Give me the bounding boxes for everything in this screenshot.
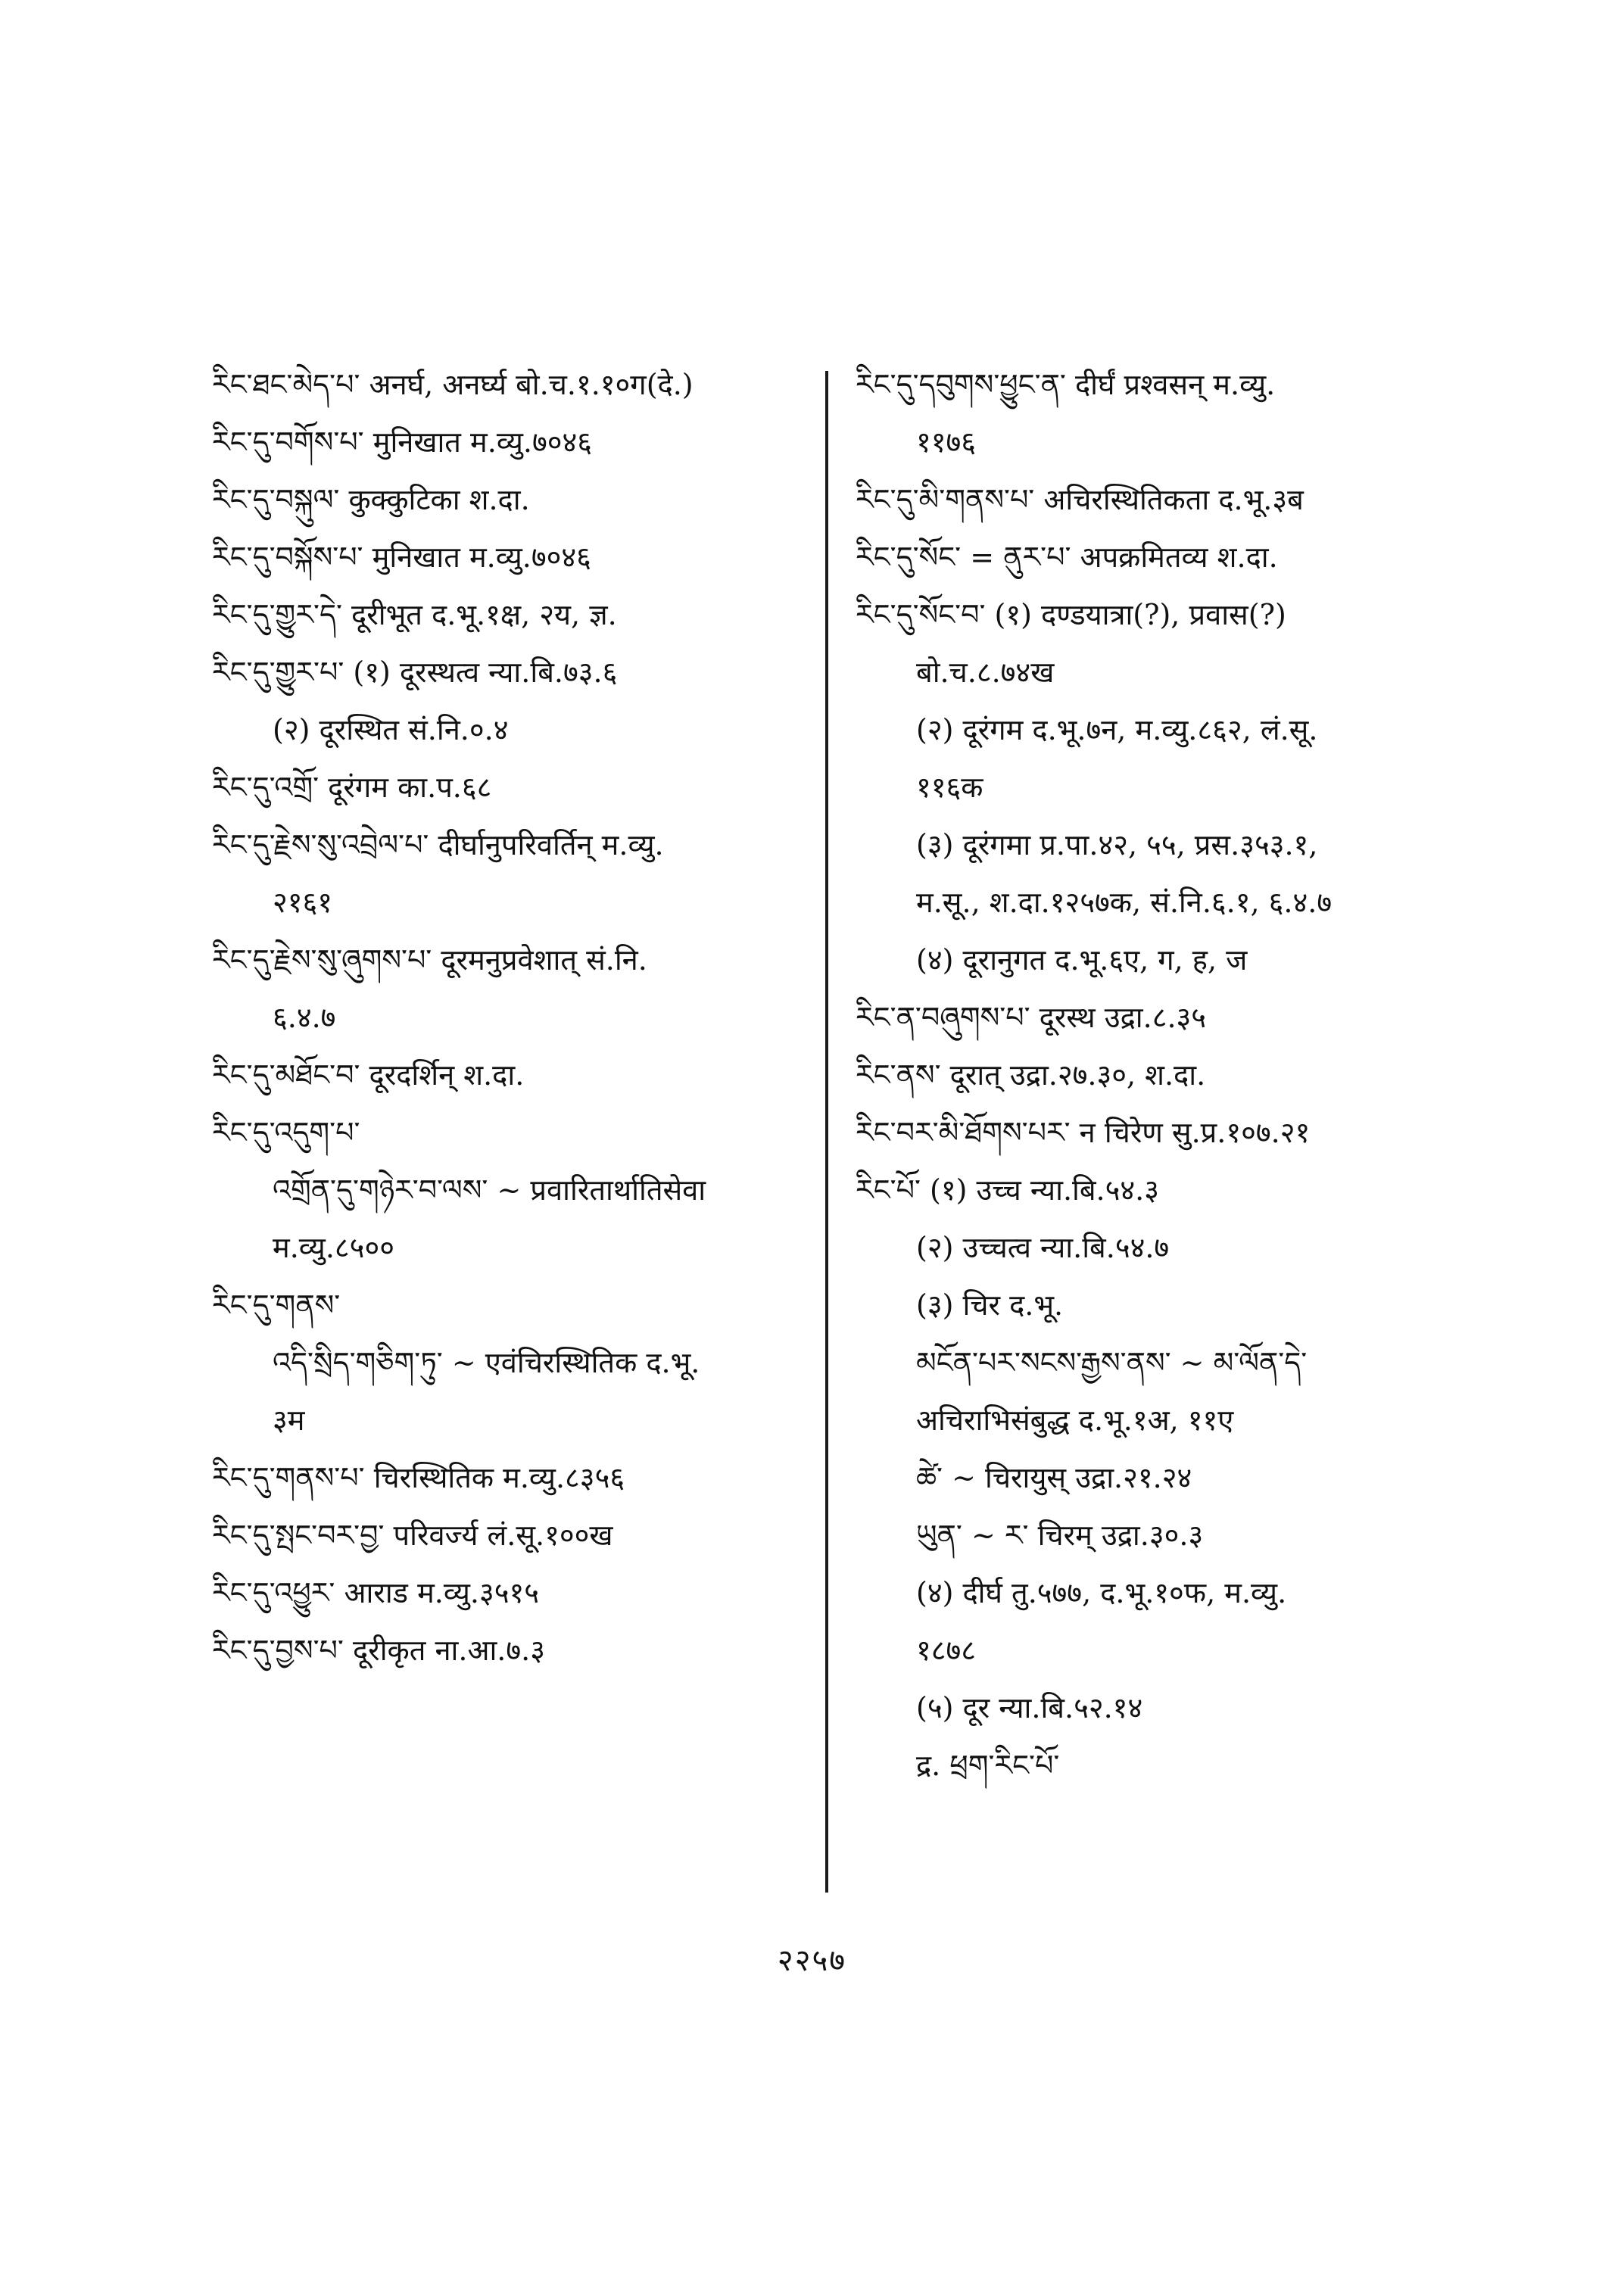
entry-continuation: ཡུན་ ~ ར་ चिरम् उद्रा.३०.३: [916, 1519, 1204, 1552]
entry-continuation: མངོན་པར་སངས་རྒྱས་ནས་ ~ མ་ལོན་དེ་: [916, 1346, 1308, 1379]
dictionary-entry: རིང་དུ་གནས་པ་ चिरस्थितिक म.व्यु.८३५६: [212, 1461, 625, 1494]
entry-continuation: (३) दूरंगमा प्र.पा.४२, ५५, प्रस.३५३.१,: [916, 828, 1318, 861]
dictionary-entry: རིང་དུ་མི་གནས་པ་ अचिरस्थितिकता द.भू.३ब: [856, 483, 1304, 516]
entry-continuation: म.व्यु.८५००: [273, 1231, 394, 1264]
entry-continuation: འགྲོན་དུ་གཉེར་བ་ལས་ ~ प्रवारितार्थातिसेवा: [273, 1173, 706, 1207]
left-column: [212, 356, 810, 1679]
entry-continuation: द्र. ཕྲག་རིང་པོ་: [916, 1749, 1060, 1782]
entry-continuation: (२) दूरस्थित सं.नि.०.४: [273, 713, 509, 746]
dictionary-entry: རིང་དུ་འཕྱུར་ आराड म.व्यु.३५१५: [212, 1576, 540, 1609]
entry-continuation: ११७६: [916, 425, 977, 459]
entry-continuation: म.सू., श.दा.१२५७क, सं.नि.६.१, ६.४.७: [916, 886, 1333, 919]
dictionary-entry: རིང་ཐང་མེད་པ་ अनर्घ, अनर्घ्य बो.च.१.१०ग(दे.): [212, 368, 694, 401]
dictionary-entry: རིང་དུ་འདུག་པ་: [212, 1116, 360, 1149]
entry-continuation: (२) उच्चत्व न्या.बि.५४.७: [916, 1231, 1170, 1264]
dictionary-entry: རིང་དུ་གྱུར་དེ་ दूरीभूत द.भू.१क्ष, २य, ज्ञ.: [212, 598, 617, 631]
entry-continuation: (५) दूर न्या.बि.५२.१४: [916, 1691, 1143, 1724]
dictionary-entry: རིང་དུ་རྗེས་སུ་ཞུགས་པ་ दूरमनुप्रवेशात् सं.नि.: [212, 943, 647, 977]
entry-continuation: (२) दूरंगम द.भू.७न, म.व्यु.८६२, लं.सू.: [916, 713, 1318, 746]
entry-continuation: འདི་སྲིད་གཅིག་ཏུ་ ~ एवंचिरस्थितिक द.भू.: [273, 1346, 700, 1379]
dictionary-entry: རིང་དུ་བསྐུལ་ कुक्कुटिका श.दा.: [212, 483, 530, 516]
entry-continuation: ३म: [273, 1404, 305, 1437]
entry-continuation: (४) दूरानुगत द.भू.६ए, ग, ह, ज: [916, 943, 1248, 977]
dictionary-entry: རིང་དུ་བྱས་པ་ दूरीकृत ना.आ.७.३: [212, 1634, 545, 1667]
dictionary-entry: རིང་དུ་སོང་ = ནུར་པ་ अपक्रमितव्य श.दा.: [856, 541, 1278, 574]
entry-continuation: अचिराभिसंबुद्ध द.भू.१अ, ११ए: [916, 1404, 1234, 1437]
dictionary-entry: རིང་ན་བཞུགས་པ་ दूरस्थ उद्रा.८.३५: [856, 1001, 1207, 1034]
dictionary-entry: རིང་དུ་སོང་བ་ (१) दण्डयात्रा(?), प्रवास(?): [856, 598, 1286, 631]
dictionary-entry: རིང་དུ་མཐོང་བ་ दूरदर्शिन् श.दा.: [212, 1058, 525, 1092]
entry-continuation: (४) दीर्घ तु.५७७, द.भू.१०फ, म.व्यु.: [916, 1576, 1287, 1609]
dictionary-entry: རིང་དུ་གྱུར་པ་ (१) दूरस्थत्व न्या.बि.७३.६: [212, 656, 618, 689]
dictionary-entry: རིང་དུ་གནས་: [212, 1288, 341, 1322]
entry-continuation: १८७८: [916, 1634, 977, 1667]
right-column: [856, 356, 1454, 1794]
dictionary-entry: རིང་བར་མི་ཐོགས་པར་ न चिरेण सु.प्र.१०७.२१: [856, 1116, 1311, 1149]
dictionary-entry: རིང་དུ་བགོས་པ་ मुनिखात म.व्यु.७०४६: [212, 425, 592, 459]
column-divider: [825, 371, 828, 1893]
entry-continuation: बो.च.८.७४ख: [916, 656, 1055, 689]
dictionary-entry: རིང་དུ་འགྲོ་ दूरंगम का.प.६८: [212, 771, 492, 804]
entry-continuation: ११६क: [916, 771, 983, 804]
dictionary-entry: རིང་དུ་སྤང་བར་བྱ་ परिवर्ज्य लं.सू.१००ख: [212, 1519, 613, 1552]
dictionary-entry: རིང་ནས་ दूरात् उद्रा.२७.३०, श.दा.: [856, 1058, 1206, 1092]
entry-continuation: २१६१: [273, 886, 333, 919]
dictionary-entry: རིང་དུ་རྗེས་སུ་འབྲེལ་པ་ दीर्घानुपरिवर्तिन् म.व्यु.: [212, 828, 664, 861]
dictionary-entry: རིང་དུ་དབུགས་ཕྱུང་ན་ दीर्घं प्रश्वसन् म.व्यु.: [856, 368, 1276, 401]
dictionary-entry: རིང་པོ་ (१) उच्च न्या.बि.५४.३: [856, 1173, 1159, 1207]
entry-continuation: ६.४.७: [273, 1001, 336, 1034]
entry-continuation: ཚེ་ ~ चिरायुस् उद्रा.२१.२४: [916, 1461, 1192, 1494]
page-number: २२५७: [777, 1943, 847, 1978]
entry-continuation: (३) चिर द.भू.: [916, 1288, 1064, 1322]
dictionary-entry: རིང་དུ་བསྐོས་པ་ मुनिखात म.व्यु.७०४६: [212, 541, 591, 574]
